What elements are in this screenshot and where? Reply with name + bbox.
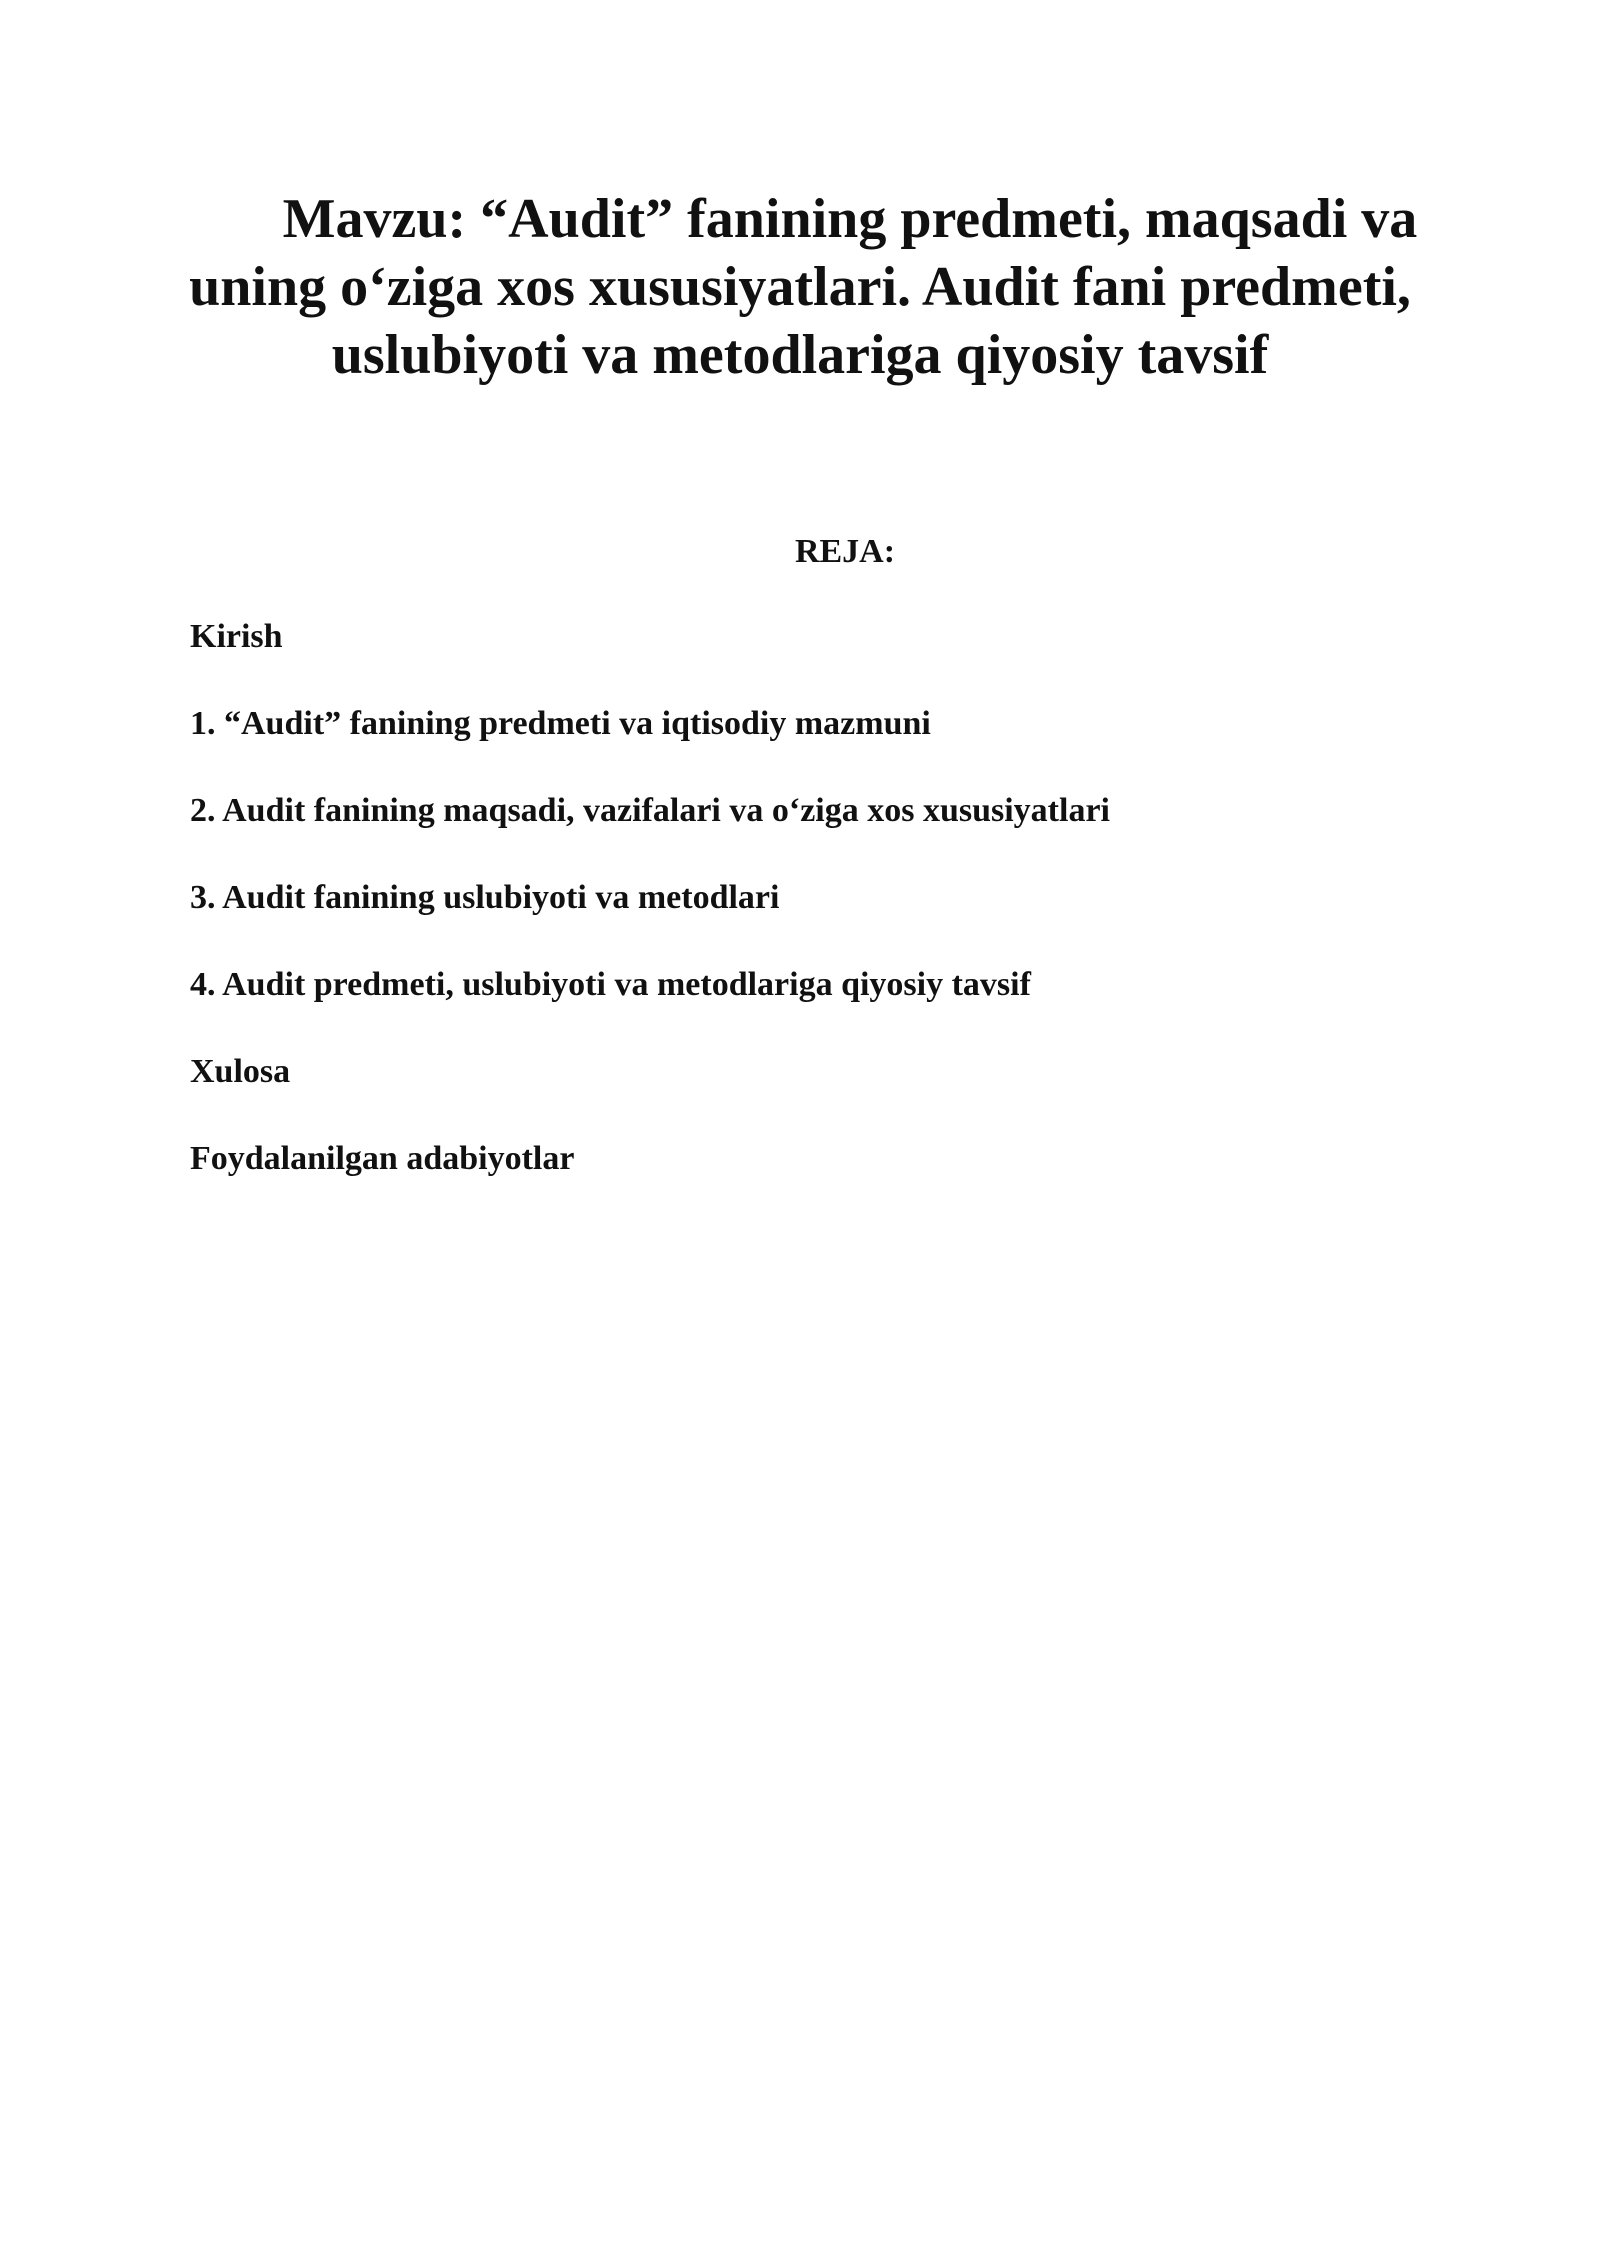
plan-item-conclusion: Xulosa — [190, 1053, 291, 1090]
plan-heading: REJA: — [794, 533, 896, 570]
plan-item-references: Foydalanilgan adabiyotlar — [190, 1140, 575, 1177]
document-title: Mavzu: “Audit” fanining predmeti, maqsadi va uning o‘ziga xos xususiyatlari. Audit fani predmeti, uslubiyoti va metodlariga qiyosiy tavsif — [189, 188, 1418, 386]
plan-list — [190, 615, 1440, 1224]
plan-item-1: 1. “Audit” fanining predmeti va iqtisodiy mazmuni — [190, 705, 931, 742]
plan-item-introduction: Kirish — [190, 618, 283, 655]
plan-item-3: 3. Audit fanining uslubiyoti va metodlari — [190, 879, 780, 916]
plan-item-2: 2. Audit fanining maqsadi, vazifalari va o‘ziga xos xususiyatlari — [190, 792, 1110, 829]
plan-item-4: 4. Audit predmeti, uslubiyoti va metodlariga qiyosiy tavsif — [190, 966, 1031, 1003]
